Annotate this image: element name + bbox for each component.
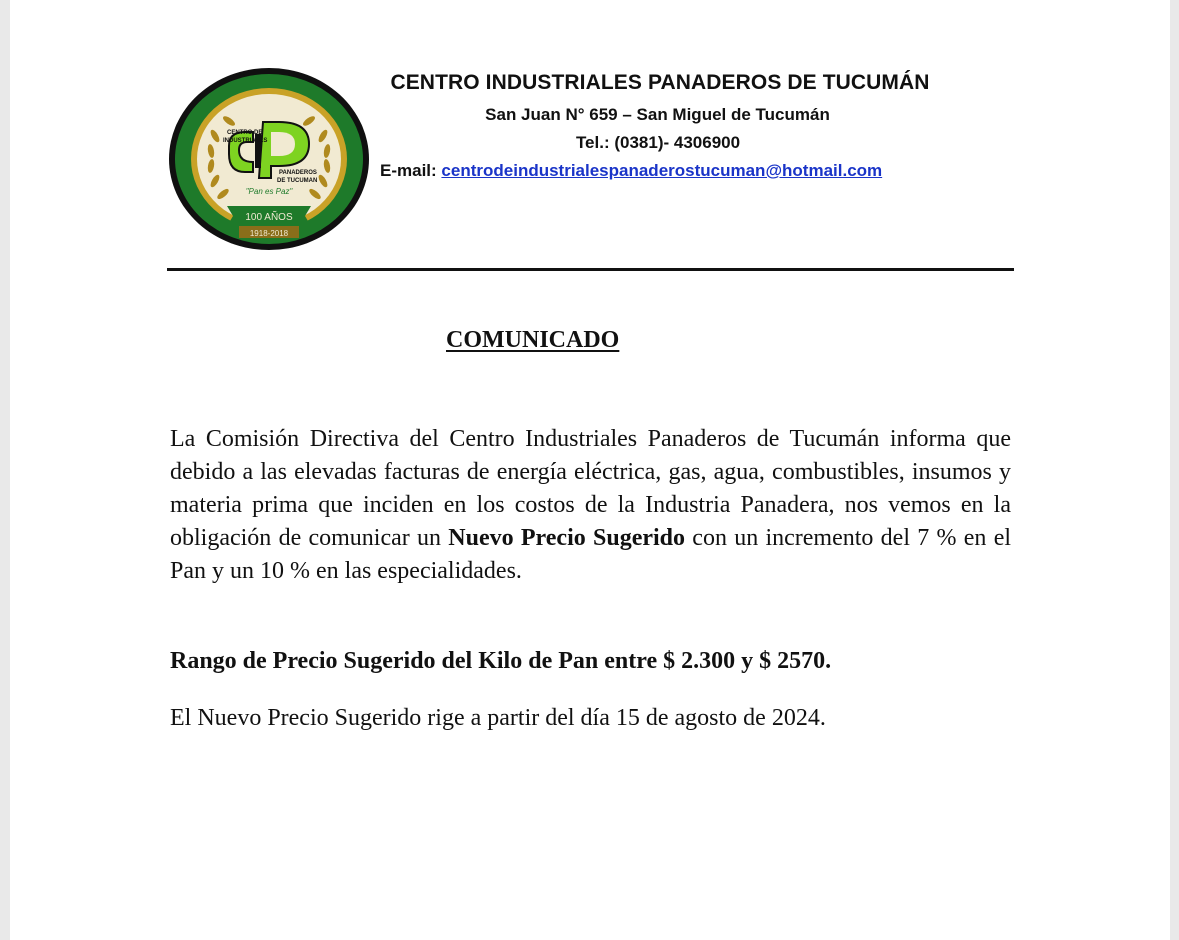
logo-text-panaderos: PANADEROS bbox=[279, 170, 317, 176]
logo-years: 1918-2018 bbox=[249, 229, 289, 238]
document-title: COMUNICADO bbox=[446, 327, 620, 353]
email-label: E-mail: bbox=[380, 161, 437, 180]
logo-text-tucuman: DE TUCUMAN bbox=[277, 178, 318, 184]
document-page bbox=[10, 0, 1170, 940]
logo-anniversary: 100 AÑOS bbox=[245, 212, 293, 223]
effective-date-statement: El Nuevo Precio Sugerido rige a partir del día 15 de agosto de 2024. bbox=[170, 705, 826, 731]
logo-text-industriales: INDUSTRIALES bbox=[223, 138, 268, 144]
organization-address: San Juan N° 659 – San Miguel de Tucumán bbox=[485, 105, 830, 124]
announcement-paragraph bbox=[170, 423, 1011, 588]
header-divider bbox=[167, 268, 1014, 271]
organization-name: CENTRO INDUSTRIALES PANADEROS DE TUCUMÁN bbox=[390, 71, 930, 94]
logo-text-centro: CENTRO DE bbox=[227, 130, 263, 136]
email-link[interactable]: centrodeindustrialespanaderostucuman@hotmail.com bbox=[441, 161, 883, 180]
logo-motto: "Pan es Paz" bbox=[245, 187, 293, 196]
organization-phone: Tel.: (0381)- 4306900 bbox=[575, 133, 741, 152]
organization-logo bbox=[167, 66, 371, 253]
paragraph-bold-text: Nuevo Precio Sugerido bbox=[448, 525, 686, 551]
organization-email bbox=[380, 161, 980, 181]
paragraph-text-part2: con un incremento del 7 % en el Pan y un 10 % en las especialidades. bbox=[170, 525, 1012, 584]
paragraph-text-part1: La Comisión Directiva del Centro Industriales Panaderos de Tucumán informa que debido a las elevadas facturas de energía eléctrica, gas, agua, combustibles, insumos y materia prima que inciden en los costos de la Industria Panadera, nos vemos en la obligación de comunicar un bbox=[170, 426, 1011, 551]
price-range-statement: Rango de Precio Sugerido del Kilo de Pan entre $ 2.300 y $ 2570. bbox=[170, 648, 832, 674]
